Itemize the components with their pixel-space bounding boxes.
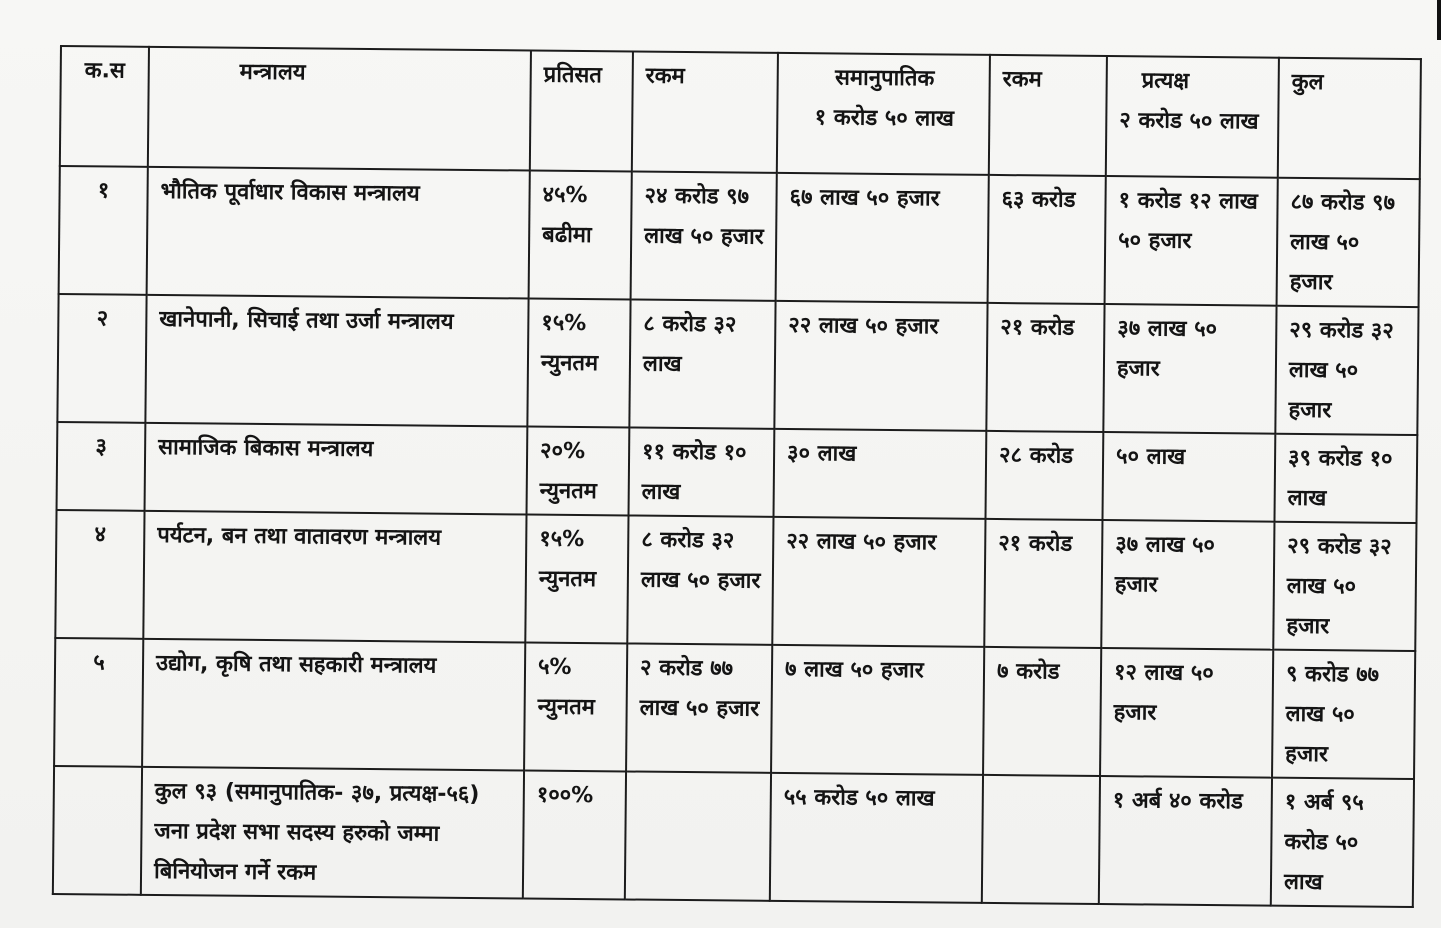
header-direct: [1106, 56, 1279, 178]
cell-amount-2: ६३ करोड: [988, 175, 1106, 304]
header-amount-2: रकम: [989, 55, 1107, 176]
budget-allocation-table: [52, 45, 1422, 908]
cell-amount: २ करोड ७७ लाख ५० हजार: [626, 643, 772, 772]
total-amount: [625, 771, 771, 900]
total-proportional: ५५ करोड ५० लाख: [770, 773, 983, 903]
header-proportional: [777, 53, 990, 175]
cell-amount: ११ करोड १० लाख: [629, 427, 775, 516]
cell-total: ९ करोड ७७ लाख ५० हजार: [1272, 650, 1415, 779]
cell-amount-2: २१ करोड: [986, 303, 1104, 432]
cell-percent: ४५% बढीमा: [529, 171, 632, 300]
header-proportional-rate: १ करोड ५० लाख: [814, 105, 955, 132]
cell-amount-2: २८ करोड: [985, 431, 1103, 520]
table-row: [59, 166, 1420, 307]
header-direct-rate: २ करोड ५० लाख: [1119, 108, 1259, 135]
cell-proportional: ३० लाख: [774, 429, 987, 519]
cell-sn: ४: [55, 510, 144, 639]
header-total: कुल: [1278, 58, 1421, 179]
header-sn: क.स: [60, 46, 149, 167]
total-direct: १ अर्ब ४० करोड: [1099, 776, 1272, 906]
cell-percent: २०% न्युनतम: [527, 427, 630, 516]
cell-amount-2: ७ करोड: [983, 647, 1101, 776]
cell-total: २९ करोड ३२ लाख ५० हजार: [1275, 306, 1418, 435]
cell-amount-2: २१ करोड: [984, 519, 1102, 648]
cell-sn: ५: [54, 638, 143, 767]
table-row: [57, 294, 1418, 435]
cell-proportional: ६७ लाख ५० हजार: [776, 173, 989, 303]
cell-proportional: २२ लाख ५० हजार: [772, 517, 985, 647]
table-row: [55, 510, 1416, 651]
cell-ministry: पर्यटन, बन तथा वातावरण मन्त्रालय: [143, 511, 526, 643]
cell-sn: २: [57, 294, 146, 423]
total-amount-2: [982, 775, 1100, 904]
table-header-row: [60, 46, 1421, 179]
total-percent: १००%: [523, 770, 626, 899]
cell-amount: २४ करोड ९७ लाख ५० हजार: [631, 171, 777, 300]
header-direct-label: प्रत्यक्ष: [1141, 68, 1190, 94]
cell-total: २९ करोड ३२ लाख ५० हजार: [1273, 522, 1416, 651]
table-row: [57, 422, 1418, 523]
cell-percent: १५% न्युनतम: [525, 514, 628, 643]
table-total-row: [53, 766, 1414, 907]
header-proportional-label: समानुपातिक: [834, 65, 935, 92]
cell-amount: ८ करोड ३२ लाख: [629, 299, 775, 428]
cell-sn: १: [59, 166, 148, 295]
cell-direct: ५० लाख: [1102, 432, 1275, 522]
header-ministry: मन्त्रालय: [148, 47, 531, 171]
cell-direct: १२ लाख ५० हजार: [1100, 648, 1273, 778]
cell-total: ८७ करोड ९७ लाख ५० हजार: [1277, 178, 1420, 307]
cell-ministry: खानेपानी, सिचाई तथा उर्जा मन्त्रालय: [145, 295, 528, 427]
total-sn: [53, 766, 142, 895]
cell-direct: ३७ लाख ५० हजार: [1101, 520, 1274, 650]
total-ministry: कुल ९३ (समानुपातिक- ३७, प्रत्यक्ष-५६) जना प्रदेश सभा सदस्य हरुको जम्मा बिनियोजन गर्ने रकम: [141, 767, 524, 899]
cell-proportional: ७ लाख ५० हजार: [771, 645, 984, 775]
cell-proportional: २२ लाख ५० हजार: [774, 301, 987, 431]
total-total: १ अर्ब ९५ करोड ५० लाख: [1271, 778, 1414, 907]
cell-amount: ८ करोड ३२ लाख ५० हजार: [627, 515, 773, 644]
cell-percent: ५% न्युनतम: [524, 642, 627, 771]
cell-total: ३९ करोड १० लाख: [1274, 434, 1417, 523]
cell-direct: ३७ लाख ५० हजार: [1103, 304, 1276, 434]
cell-ministry: उद्योग, कृषि तथा सहकारी मन्त्रालय: [142, 639, 525, 771]
header-amount: रकम: [632, 52, 778, 173]
cell-ministry: सामाजिक बिकास मन्त्रालय: [145, 423, 528, 515]
cell-percent: १५% न्युनतम: [527, 299, 630, 428]
table-row: [54, 638, 1415, 779]
page-edge-mark: [1437, 0, 1441, 40]
cell-ministry: भौतिक पूर्वाधार विकास मन्त्रालय: [147, 167, 530, 299]
cell-sn: ३: [57, 422, 146, 511]
cell-direct: १ करोड १२ लाख ५० हजार: [1105, 176, 1278, 306]
header-percent: प्रतिसत: [530, 51, 633, 172]
